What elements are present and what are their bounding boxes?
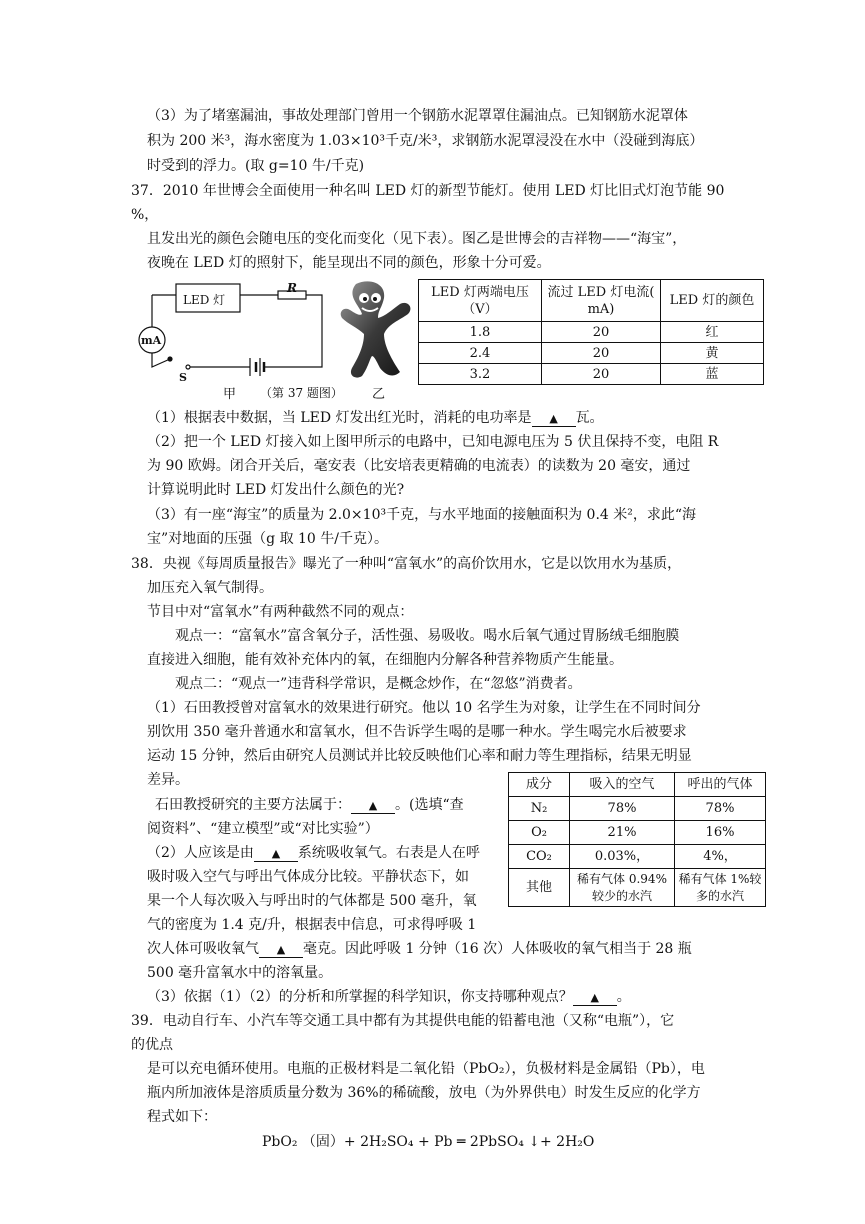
q37-line3: 且发出光的颜色会随电压的变化而变化（见下表）。图乙是世博会的吉祥物——“海宝”， <box>147 231 687 247</box>
q38-p2-line1 <box>147 843 480 863</box>
q39-line5: 程式如下： <box>147 1109 217 1125</box>
table-cell: 4%， <box>675 845 766 869</box>
q37-p3-line1: （3）有一座“海宝”的质量为 2.0×10³千克，与水平地面的接触面积为 0.4 米²，求此“海 <box>147 507 697 523</box>
table-cell: O₂ <box>509 821 570 845</box>
q36-3-line2: 积为 200 米³，海水密度为 1.03×10³千克/米³，求钢筋水泥罩浸没在水中（没碰到海底） <box>147 133 704 149</box>
q37-p2-line3: 计算说明此时 LED 灯发出什么颜色的光? <box>147 482 405 498</box>
q38-p2-line6: 500 毫升富氧水中的溶氧量。 <box>147 965 333 981</box>
breathing-gas-table <box>508 772 766 907</box>
q38-p1-line4: 差异。 <box>147 772 189 788</box>
answer-blank: ▲ <box>573 991 617 1006</box>
table-cell: 20 <box>542 364 661 385</box>
table-cell: N₂ <box>509 797 570 821</box>
q38-p2-line4: 气的密度为 1.4 克/升，根据表中信息，可求得呼吸 1 <box>147 917 477 933</box>
table-header: LED 灯两端电压（V） <box>419 280 542 322</box>
led-label: LED 灯 <box>183 293 226 307</box>
fig-caption-number: （第 37 题图） <box>260 386 343 400</box>
table-header: 流过 LED 灯电流( mA) <box>542 280 661 322</box>
q38-p1-line5 <box>155 795 464 815</box>
q37-line2: %， <box>131 207 159 223</box>
table-cell: 78% <box>570 797 675 821</box>
q36-3-line3: 时受到的浮力。(取 g=10 牛/千克) <box>147 158 365 174</box>
q37-line4: 夜晚在 LED 灯的照射下，能呈现出不同的颜色，形象十分可爱。 <box>147 255 551 271</box>
table-cell: 21% <box>570 821 675 845</box>
haibao-mascot-image <box>338 280 416 384</box>
switch-label: S <box>179 371 187 384</box>
table-header: LED 灯的颜色 <box>661 280 764 322</box>
q38-line5: 直接进入细胞，能有效补充体内的氧，在细胞内分解各种营养物质产生能量。 <box>147 652 623 668</box>
table-cell: 稀有气体 0.94%较少的水汽 <box>570 869 675 907</box>
q38-p1-line6: 阅资料”、“建立模型”或“对比实验”） <box>147 821 379 837</box>
q39-line1: 39．电动自行车、小汽车等交通工具中都有为其提供电能的铅蓄电池（又称“电瓶”），它 <box>131 1013 675 1029</box>
table-cell: 1.8 <box>419 322 542 343</box>
milliammeter-label: mA <box>141 334 162 347</box>
q38-line2: 加压充入氧气制得。 <box>147 580 273 596</box>
q38-line4: 观点一：“富氧水”富含氧分子，活性强、易吸收。喝水后氧气通过胃肠绒毛细胞膜 <box>175 628 680 644</box>
q38-p1-text: 石田教授研究的主要方法属于： <box>155 797 351 813</box>
chemical-equation: PbO₂ （固）+ 2H₂SO₄ + Pb ═ 2PbSO₄ ↓+ 2H₂O <box>262 1134 595 1150</box>
q38-line6: 观点二：“观点一”违背科学常识，是概念炒作，在“忽悠”消费者。 <box>175 676 582 692</box>
q36-3-line1: （3）为了堵塞漏油，事故处理部门曾用一个钢筋水泥罩罩住漏油点。已知钢筋水泥罩体 <box>147 108 688 124</box>
q37-p1 <box>147 408 604 428</box>
q38-p2-text-end: 毫克。因此呼吸 1 分钟（16 次）人体吸收的氧气相当于 28 瓶 <box>303 941 692 957</box>
answer-blank: ▲ <box>532 412 576 427</box>
q37-p3-line2: 宝”对地面的压强（g 取 10 牛/千克）。 <box>147 531 389 547</box>
q38-p2-text-end: 系统吸收氧气。右表是人在呼 <box>297 845 480 861</box>
answer-blank: ▲ <box>254 847 298 862</box>
answer-blank: ▲ <box>259 943 303 958</box>
q38-p1-line1: （1）石田教授曾对富氧水的效果进行研究。他以 10 名学生为对象，让学生在不同时间分 <box>147 700 701 716</box>
q38-p3-text-end: 。 <box>616 989 631 1005</box>
table-cell: 16% <box>675 821 766 845</box>
q37-p1-text: （1）根据表中数据，当 LED 灯发出红光时，消耗的电功率是 <box>147 410 532 426</box>
table-cell: 稀有气体 1%较多的水汽 <box>675 869 766 907</box>
table-cell: 黄 <box>661 343 764 364</box>
answer-blank: ▲ <box>351 799 395 814</box>
q39-line2: 的优点 <box>131 1037 173 1053</box>
q37-p2-line2: 为 90 欧姆。闭合开关后，毫安表（比安培表更精确的电流表）的读数为 20 毫安，通过 <box>147 458 691 474</box>
q39-line3: 是可以充电循环使用。电瓶的正极材料是二氧化铅（PbO₂），负极材料是金属铅（Pb），电 <box>147 1061 705 1077</box>
q38-p2-line2: 吸时吸入空气与呼出气体成分比较。平静状态下，如 <box>147 869 469 885</box>
q38-p1-line3: 运动 15 分钟，然后由研究人员测试并比较反映他们心率和耐力等生理指标，结果无明显 <box>147 748 692 764</box>
table-cell: 20 <box>542 343 661 364</box>
q38-line1: 38．央视《每周质量报告》曝光了一种叫“富氧水”的高价饮用水，它是以饮用水为基质， <box>131 556 682 572</box>
table-cell: 78% <box>675 797 766 821</box>
table-cell: 蓝 <box>661 364 764 385</box>
table-cell: 2.4 <box>419 343 542 364</box>
table-header: 成分 <box>509 773 570 797</box>
table-header: 呼出的气体 <box>675 773 766 797</box>
q38-p2-text: 次人体可吸收氧气 <box>147 941 259 957</box>
q38-p2-text: （2）人应该是由 <box>147 845 254 861</box>
resistor-label: R <box>287 281 297 295</box>
table-cell: CO₂ <box>509 845 570 869</box>
table-cell: 红 <box>661 322 764 343</box>
q38-p3 <box>147 987 631 1007</box>
q38-p2-line5 <box>147 939 692 959</box>
table-cell: 3.2 <box>419 364 542 385</box>
q39-line4: 瓶内所加液体是溶质质量分数为 36%的稀硫酸，放电（为外界供电）时发生反应的化学方 <box>147 1085 701 1101</box>
q37-p1-unit: 瓦。 <box>575 410 604 426</box>
fig-caption-a: 甲 <box>223 387 237 402</box>
table-header: 吸入的空气 <box>570 773 675 797</box>
q37-line1: 37．2010 年世博会全面使用一种名叫 LED 灯的新型节能灯。使用 LED 灯比旧式灯泡节能 90 <box>131 183 725 199</box>
led-voltage-table <box>418 279 764 385</box>
q38-p1-text-end: 。(选填“查 <box>395 797 464 813</box>
q38-line3: 节目中对“富氧水”有两种截然不同的观点： <box>147 604 414 620</box>
q38-p1-line2: 别饮用 350 毫升普通水和富氧水，但不告诉学生喝的是哪一种水。学生喝完水后被要求 <box>147 724 687 740</box>
circuit-diagram <box>128 275 338 385</box>
q37-p2-line1: （2）把一个 LED 灯接入如上图甲所示的电路中，已知电源电压为 5 伏且保持不变，电阻 R <box>147 434 719 450</box>
fig-caption-b: 乙 <box>372 387 386 402</box>
table-cell: 其他 <box>509 869 570 907</box>
q38-p3-text: （3）依据（1）（2）的分析和所掌握的科学知识，你支持哪种观点？ <box>147 989 573 1005</box>
q38-p2-line3: 果一个人每次吸入与呼出时的气体都是 500 毫升，氧 <box>147 893 477 909</box>
table-cell: 0.03%， <box>570 845 675 869</box>
table-cell: 20 <box>542 322 661 343</box>
